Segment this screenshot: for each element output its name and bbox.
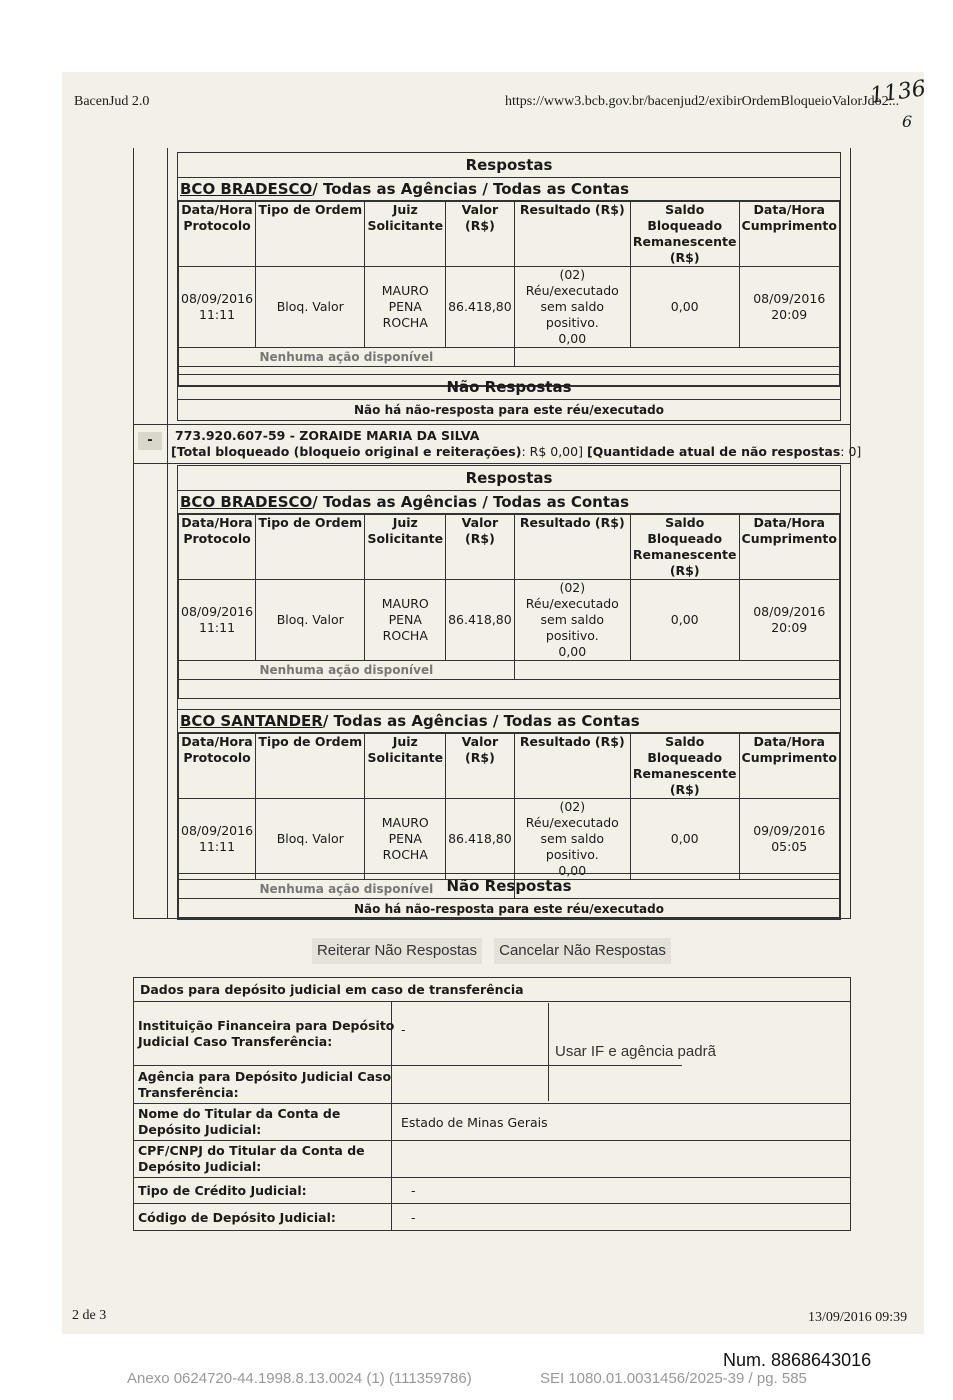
col-header: Saldo Bloqueado Remanescente (R$) [630, 734, 739, 799]
bank-header [178, 709, 840, 733]
outer-right-border [850, 148, 851, 918]
bank-name[interactable]: BCO BRADESCO [180, 493, 313, 511]
codigo-input[interactable]: - [411, 1210, 416, 1225]
table-header-row [179, 515, 840, 580]
order-type: Bloq. Valor [256, 799, 365, 880]
codigo-label: Código de Depósito Judicial: [138, 1210, 336, 1225]
reiterar-nao-respostas-button[interactable]: Reiterar Não Respostas [312, 938, 482, 964]
col-header: Saldo Bloqueado Remanescente (R$) [630, 515, 739, 580]
nao-respostas-block-2 [177, 873, 841, 920]
order-type: Bloq. Valor [256, 580, 365, 661]
handwritten-page-number: 1136 [868, 76, 928, 109]
page-count: 2 de 3 [72, 1308, 107, 1323]
respostas-title: Respostas [178, 466, 840, 491]
inst-label: Instituição Financeira para Depósito Judicial Caso Transferência: [138, 1018, 395, 1049]
judge: MAURO PENA ROCHA [365, 267, 446, 348]
saldo: 0,00 [630, 267, 739, 348]
protocol-datetime: 08/09/2016 11:11 [179, 580, 256, 661]
bank-name[interactable]: BCO SANTANDER [180, 712, 323, 730]
collapse-toggle-button[interactable]: - [138, 432, 162, 450]
col-header: Valor (R$) [446, 202, 515, 267]
table-row [179, 580, 840, 661]
anexo-reference: Anexo 0624720-44.1998.8.13.0024 (1) (111359786) [127, 1370, 472, 1387]
sei-reference: SEI 1080.01.0031456/2025-39 / pg. 585 [540, 1370, 807, 1387]
print-datetime: 13/09/2016 09:39 [808, 1310, 908, 1325]
saldo: 0,00 [630, 799, 739, 880]
fulfilment-datetime: 08/09/2016 20:09 [739, 580, 839, 661]
fulfilment-datetime: 09/09/2016 05:05 [739, 799, 839, 880]
inst-select[interactable]: - [401, 1022, 406, 1037]
bank-header [178, 491, 840, 514]
table-header-row [179, 734, 840, 799]
col-header: Tipo de Ordem [256, 734, 365, 799]
titular-label: Nome do Titular da Conta de Depósito Judicial: [138, 1106, 341, 1137]
table-row [179, 267, 840, 348]
result: (02) Réu/executado sem saldo positivo. 0,00 [514, 267, 630, 348]
tipo-credito-label: Tipo de Crédito Judicial: [138, 1183, 307, 1198]
col-header: Valor (R$) [446, 515, 515, 580]
respostas-block-1 [177, 152, 841, 387]
respostas-block-2 [177, 465, 841, 919]
person-totals: [Total bloqueado (bloqueio original e reiterações): R$ 0,00] [Quantidade atual de não respostas: 0] [171, 444, 862, 459]
row-divider [134, 1177, 850, 1178]
bank-suffix: / Todas as Agências / Todas as Contas [312, 493, 630, 511]
col-header: Data/Hora Protocolo [179, 515, 256, 580]
order-type: Bloq. Valor [256, 267, 365, 348]
no-action-text: Nenhuma ação disponível [179, 348, 515, 367]
col-header: Tipo de Ordem [256, 515, 365, 580]
no-action-row [179, 661, 840, 680]
bank-name[interactable]: BCO BRADESCO [180, 180, 313, 198]
col-header: Data/Hora Cumprimento [739, 202, 839, 267]
titular-value[interactable]: Estado de Minas Gerais [401, 1115, 548, 1130]
col-header: Juiz Solicitante [365, 734, 446, 799]
deposito-form [133, 977, 851, 1231]
fulfilment-datetime: 08/09/2016 20:09 [739, 267, 839, 348]
col-header: Juiz Solicitante [365, 515, 446, 580]
spacer [178, 699, 840, 709]
respostas-title: Respostas [178, 153, 840, 178]
empty-row [179, 680, 840, 699]
respostas-table [178, 201, 840, 386]
cancelar-nao-respostas-button[interactable]: Cancelar Não Respostas [494, 938, 671, 964]
deposito-title: Dados para depósito judicial em caso de transferência [140, 982, 524, 997]
col-header: Resultado (R$) [514, 515, 630, 580]
col-header: Juiz Solicitante [365, 202, 446, 267]
nao-respostas-text: Não há não-resposta para este réu/executado [354, 902, 664, 916]
outer-left-border [133, 148, 168, 918]
no-action-text: Nenhuma ação disponível [179, 661, 515, 680]
empty-cell [514, 661, 839, 680]
table-row [179, 799, 840, 880]
table-header-row [179, 202, 840, 267]
col-header: Data/Hora Protocolo [179, 734, 256, 799]
col-header: Saldo Bloqueado Remanescente (R$) [630, 202, 739, 267]
judge: MAURO PENA ROCHA [365, 580, 446, 661]
row-divider [134, 1203, 850, 1204]
value: 86.418,80 [446, 267, 515, 348]
handwritten-mark: 6 [902, 112, 913, 131]
value: 86.418,80 [446, 580, 515, 661]
row-divider [134, 1103, 850, 1104]
no-action-text: Nenhuma ação disponível [179, 880, 515, 899]
col-header: Resultado (R$) [514, 734, 630, 799]
value: 86.418,80 [446, 799, 515, 880]
tipo-credito-select[interactable]: - [411, 1183, 416, 1198]
person-name: 773.920.607-59 - ZORAIDE MARIA DA SILVA [175, 428, 480, 443]
row-divider [134, 1140, 850, 1141]
bank-header [178, 178, 840, 201]
nao-respostas-title: Não Respostas [178, 375, 840, 400]
col-header: Resultado (R$) [514, 202, 630, 267]
nao-respostas-text: Não há não-resposta para este réu/executado [354, 403, 664, 417]
result: (02) Réu/executado sem saldo positivo. 0,00 [514, 580, 630, 661]
col-header: Data/Hora Protocolo [179, 202, 256, 267]
bank-suffix: / Todas as Agências / Todas as Contas [312, 180, 630, 198]
nao-respostas-block-1 [177, 374, 841, 421]
document-number: Num. 8868643016 [723, 1350, 872, 1370]
protocol-datetime: 08/09/2016 11:11 [179, 799, 256, 880]
empty-cell [514, 348, 839, 367]
cpf-input[interactable] [401, 1143, 841, 1173]
judge: MAURO PENA ROCHA [365, 799, 446, 880]
usar-if-label: Usar IF e agência padrã [555, 1043, 716, 1060]
row-divider [134, 1001, 850, 1002]
nao-respostas-title: Não Respostas [178, 874, 840, 899]
result: (02) Réu/executado sem saldo positivo. 0,00 [514, 799, 630, 880]
page-url: https://www3.bcb.gov.br/bacenjud2/exibirOrdemBloqueioValorJdo2... [505, 94, 900, 109]
col-header: Valor (R$) [446, 734, 515, 799]
respostas-table [178, 514, 840, 699]
usar-if-agencia-padrao-button[interactable] [548, 1003, 717, 1101]
col-header: Tipo de Ordem [256, 202, 365, 267]
no-action-row [179, 348, 840, 367]
col-header: Data/Hora Cumprimento [739, 515, 839, 580]
protocol-datetime: 08/09/2016 11:11 [179, 267, 256, 348]
cpf-label: CPF/CNPJ do Titular da Conta de Depósito Judicial: [138, 1143, 365, 1174]
agencia-label: Agência para Depósito Judicial Caso Transferência: [138, 1069, 392, 1100]
saldo: 0,00 [630, 580, 739, 661]
app-title: BacenJud 2.0 [74, 94, 150, 109]
col-header: Data/Hora Cumprimento [739, 734, 839, 799]
bank-suffix: / Todas as Agências / Todas as Contas [322, 712, 640, 730]
